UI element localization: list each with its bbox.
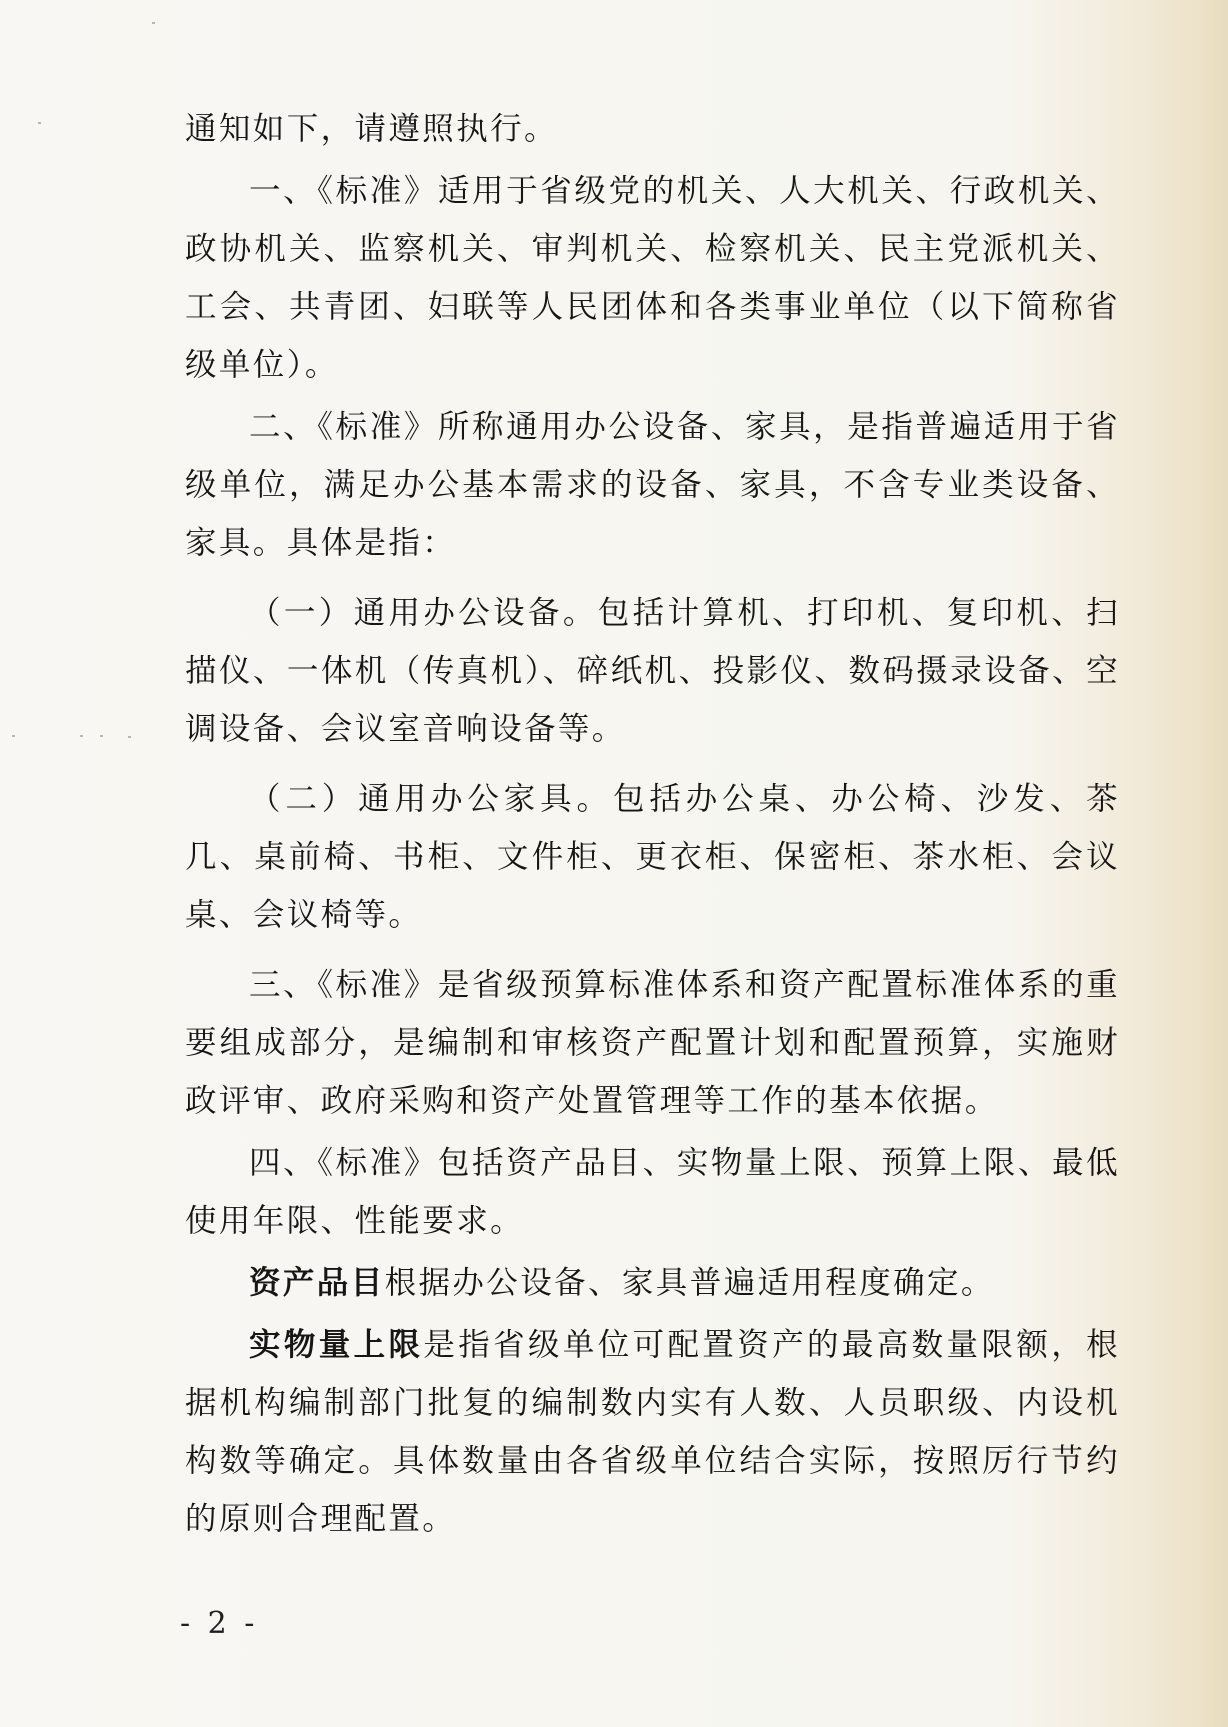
- paragraph-asset-items: [185, 1254, 1120, 1312]
- paragraph-standard-role: 三、《标准》是省级预算标准体系和资产配置标准体系的重要组成部分，是编制和审核资产配置计划和配置预算，实施财政评审、政府采购和资产处置管理等工作的基本依据。: [185, 967, 1120, 1119]
- asset-items-description: 根据办公设备、家具普遍适用程度确定。: [384, 1265, 995, 1301]
- paragraph-scope: 一、《标准》适用于省级党的机关、人大机关、行政机关、政协机关、监察机关、审判机关、检察机关、民主党派机关、工会、共青团、妇联等人民团体和各类事业单位（以下简称省级单位）。: [185, 173, 1120, 383]
- paragraph-standard-contents: 四、《标准》包括资产品目、实物量上限、预算上限、最低使用年限、性能要求。: [185, 1145, 1120, 1239]
- quantity-limit-description: 是指省级单位可配置资产的最高数量限额，根据机构编制部门批复的编制数内实有人数、人员职级、内设机构数等确定。具体数量由各省级单位结合实际，按照厉行节约的原则合理配置。: [185, 1327, 1120, 1537]
- scan-speck: [100, 735, 103, 737]
- scan-speck: [80, 735, 83, 737]
- paragraph-office-equipment: （一）通用办公设备。包括计算机、打印机、复印机、扫描仪、一体机（传真机）、碎纸机、投影仪、数码摄录设备、空调设备、会议室音响设备等。: [185, 595, 1120, 747]
- scan-speck: [152, 22, 155, 24]
- scan-speck: [12, 735, 15, 737]
- term-quantity-limit: 实物量上限: [249, 1326, 424, 1363]
- paragraph-intro: 通知如下，请遵照执行。: [185, 111, 558, 147]
- paragraph-office-furniture: （二）通用办公家具。包括办公桌、办公椅、沙发、茶几、桌前椅、书柜、文件柜、更衣柜、保密柜、茶水柜、会议桌、会议椅等。: [185, 781, 1120, 933]
- paragraph-definition: 二、《标准》所称通用办公设备、家具，是指普遍适用于省级单位，满足办公基本需求的设备、家具，不含专业类设备、家具。具体是指：: [185, 409, 1120, 561]
- document-body: [185, 100, 1120, 1548]
- scan-edge-shadow: [1138, 0, 1228, 1727]
- paragraph-quantity-limit: [185, 1316, 1120, 1548]
- scan-speck: [128, 736, 131, 738]
- scan-speck: [38, 122, 41, 124]
- term-asset-items: 资产品目: [249, 1264, 385, 1301]
- page-number: - 2 -: [180, 1606, 259, 1641]
